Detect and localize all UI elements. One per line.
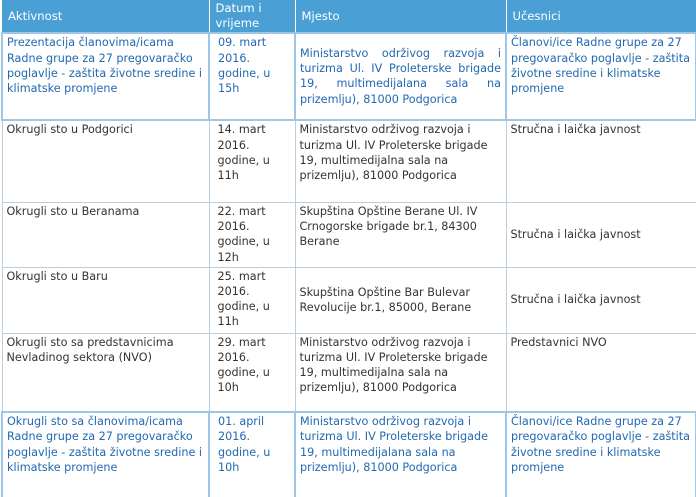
cell-date: 01. april 2016. godine, u 10h [209, 412, 295, 497]
header-date: Datum i vrijeme [209, 0, 295, 33]
header-place: Mjesto [295, 0, 506, 33]
table-row [2, 120, 696, 202]
cell-place: Ministarstvo održivog razvoja i turizma Ul. IV Proleterske brigade 19, multimedijalna sala na prizemlju), 81000 Podgorica [295, 120, 506, 202]
cell-activity: Okrugli sto u Beranama [2, 202, 209, 267]
cell-date: 29. mart 2016. godine, u 10h [209, 333, 295, 412]
table-row [2, 333, 696, 412]
table-header-row [2, 0, 696, 33]
table-row [2, 267, 696, 333]
cell-participants: Članovi/ice Radne grupe za 27 pregovaračko poglavlje - zaštita životne sredine i klimatske promjene [506, 33, 696, 120]
header-participants: Učesnici [506, 0, 696, 33]
cell-place: Ministarstvo održivog razvoja i turizma Ul. IV Proleterske brigade 19, multimedijalana sala na prizemlju), 81000 Podgorica [295, 412, 506, 497]
table-row [2, 412, 696, 497]
cell-participants: Članovi/ice Radne grupe za 27 pregovaračko poglavlje - zaštita životne sredine i klimatske promjene [506, 412, 696, 497]
cell-place: Skupština Opštine Berane Ul. IV Crnogorske brigade br.1, 84300 Berane [295, 202, 506, 267]
table-row [2, 33, 696, 120]
table-row [2, 202, 696, 267]
cell-date: 22. mart 2016. godine, u 12h [209, 202, 295, 267]
cell-participants: Stručna i laička javnost [506, 267, 696, 333]
events-table [1, 0, 696, 497]
cell-activity: Okrugli sto sa predstavnicima Nevladinog sektora (NVO) [2, 333, 209, 412]
cell-date: 14. mart 2016. godine, u 11h [209, 120, 295, 202]
cell-activity: Okrugli sto u Podgorici [2, 120, 209, 202]
cell-date: 25. mart 2016. godine, u 11h [209, 267, 295, 333]
cell-activity: Prezentacija članovima/icama Radne grupe za 27 pregovaračko poglavlje - zaštita životne sredine i klimatske promjene [2, 33, 209, 120]
cell-participants: Predstavnici NVO [506, 333, 696, 412]
cell-date: 09. mart 2016. godine, u 15h [209, 33, 295, 120]
header-activity: Aktivnost [2, 0, 209, 33]
cell-participants: Stručna i laička javnost [506, 202, 696, 267]
cell-activity: Okrugli sto u Baru [2, 267, 209, 333]
cell-participants: Stručna i laička javnost [506, 120, 696, 202]
cell-place: Ministarstvo održivog razvoja i turizma Ul. IV Proleterske brigade 19, multimedijalana sala na prizemlju), 81000 Podgorica [295, 33, 506, 120]
cell-place: Skupština Opštine Bar Bulevar Revolucije br.1, 85000, Berane [295, 267, 506, 333]
cell-place: Ministarstvo održivog razvoja i turizma Ul. IV Proleterske brigade 19, multimedijalna sala na prizemlju), 81000 Podgorica [295, 333, 506, 412]
cell-activity: Okrugli sto sa članovima/icama Radne grupe za 27 pregovaračko poglavlje - zaštita životne sredine i klimatske promjene [2, 412, 209, 497]
